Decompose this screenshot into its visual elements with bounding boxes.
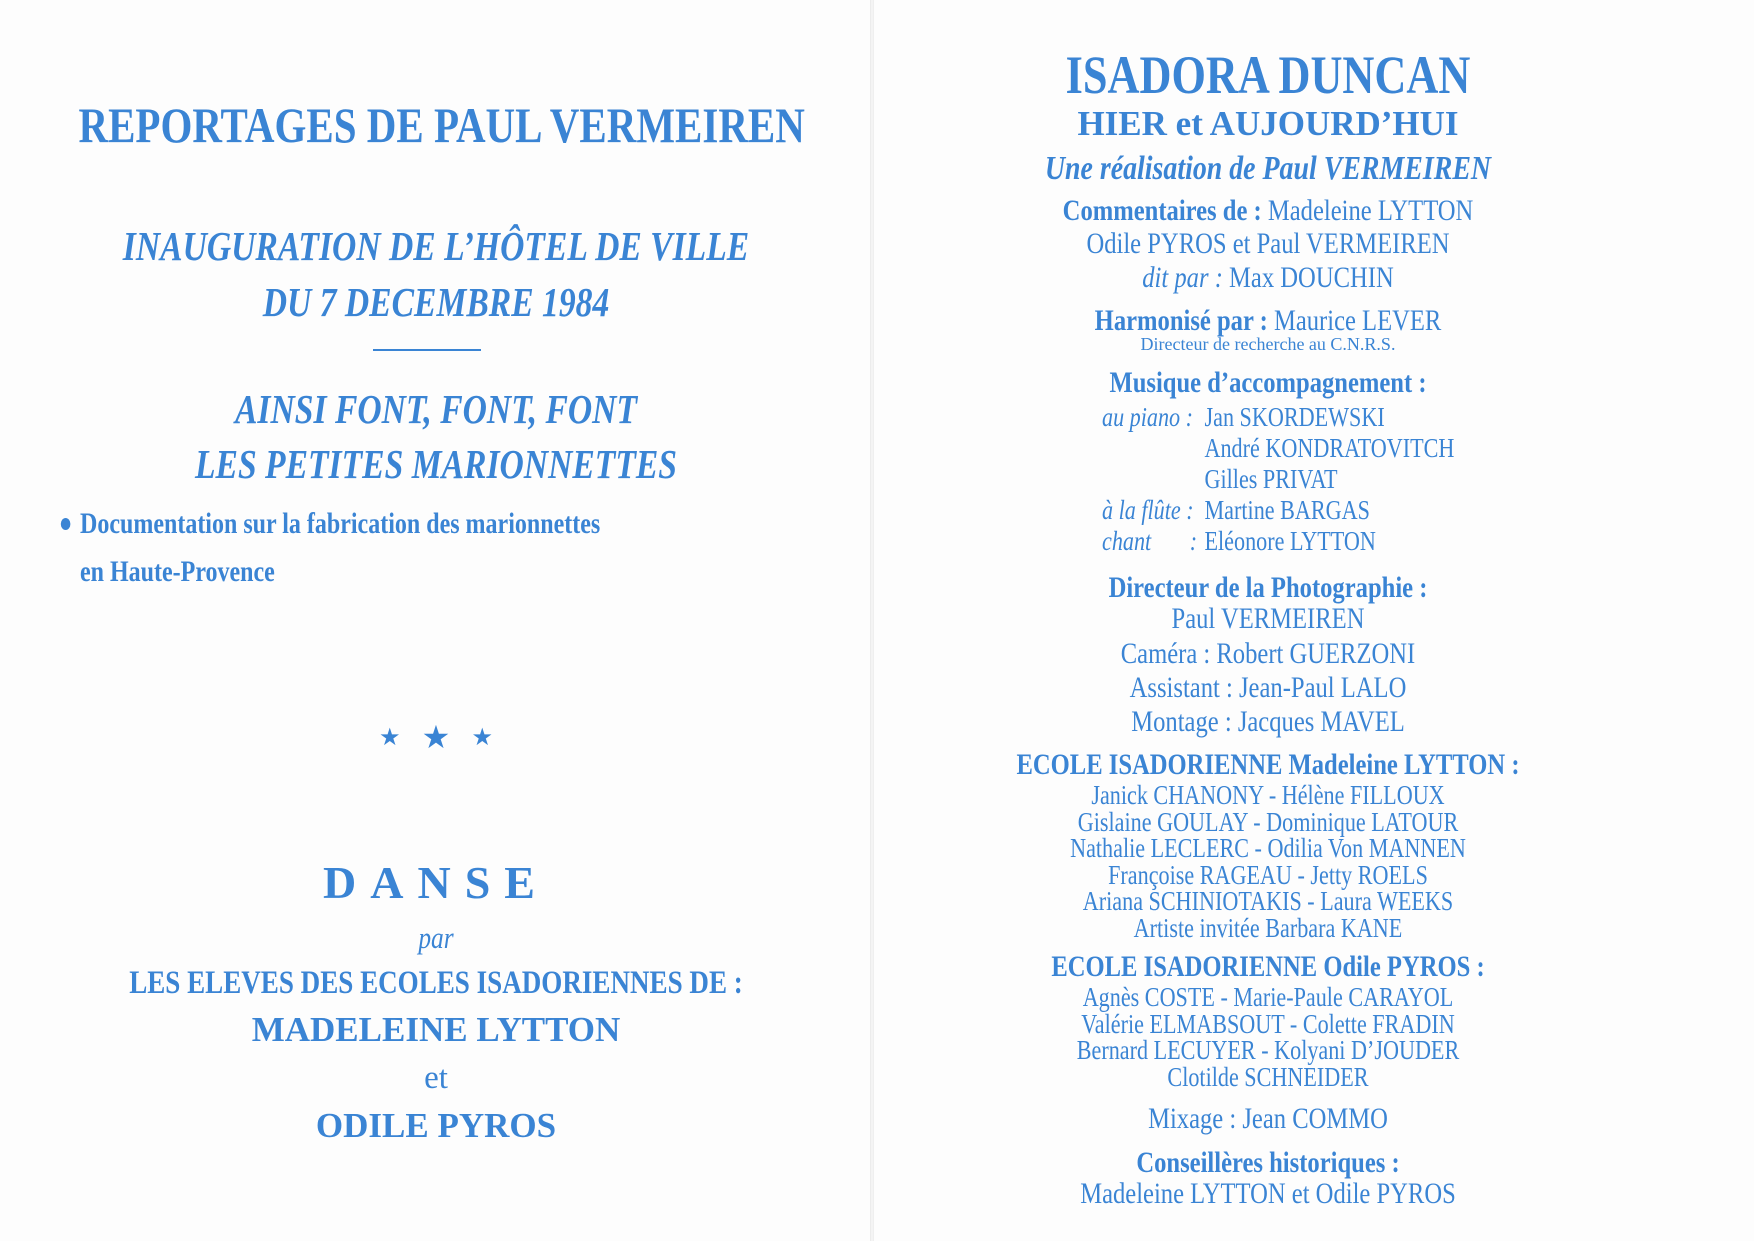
ecole1-label: ECOLE ISADORIENNE Madeleine LYTTON : bbox=[1016, 748, 1520, 781]
ecole1-name-row: Gislaine GOULAY - Dominique LATOUR bbox=[1077, 807, 1459, 837]
ecole2-name-row: Valérie ELMABSOUT - Colette FRADIN bbox=[1081, 1009, 1455, 1039]
ecole2-name-row: Clotilde SCHNEIDER bbox=[1167, 1062, 1369, 1092]
photo-name: Paul VERMEIREN bbox=[1171, 602, 1365, 635]
ecole2-name-row: Agnès COSTE - Marie-Paule CARAYOL bbox=[1082, 982, 1454, 1012]
harmonise-line bbox=[869, 304, 1666, 338]
ecole1-name-row: Ariana SCHINIOTAKIS - Laura WEEKS bbox=[1082, 886, 1454, 916]
isadora-title: ISADORA DUNCAN bbox=[1065, 45, 1471, 105]
commentaires-label: Commentaires de : bbox=[1062, 194, 1262, 227]
et-label: et bbox=[424, 1060, 448, 1096]
eleves-line: LES ELEVES DES ECOLES ISADORIENNES DE : bbox=[129, 965, 743, 1001]
ecole1-name-row: Nathalie LECLERC - Odilia Von MANNEN bbox=[1070, 833, 1466, 863]
school-odile-pyros: ODILE PYROS bbox=[315, 1106, 557, 1145]
harmonise-label: Harmonisé par : bbox=[1094, 304, 1268, 337]
conseilleres-label: Conseillères historiques : bbox=[1136, 1146, 1400, 1179]
marionnettes-title-line2: LES PETITES MARIONNETTES bbox=[194, 441, 677, 487]
marionnettes-title-line1: AINSI FONT, FONT, FONT bbox=[235, 386, 637, 432]
inauguration-title-line2: DU 7 DECEMBRE 1984 bbox=[262, 279, 610, 325]
dit-par-line bbox=[869, 261, 1666, 295]
musique-label: Musique d’accompagnement : bbox=[1109, 366, 1427, 399]
commentaires-line1 bbox=[869, 194, 1666, 228]
commentaires-line2: Odile PYROS et Paul VERMEIREN bbox=[1086, 227, 1450, 260]
piano-name: André KONDRATOVITCH bbox=[1204, 433, 1455, 463]
reportages-heading: REPORTAGES DE PAUL VERMEIREN bbox=[78, 97, 805, 153]
school-madeleine-lytton: MADELEINE LYTTON bbox=[251, 1010, 621, 1049]
flute-label: à la flûte : bbox=[1102, 495, 1194, 525]
stars-ornament bbox=[0, 718, 872, 756]
star-icon: ★ bbox=[471, 723, 493, 751]
documentation-line1: Documentation sur la fabrication des marionnettes bbox=[80, 507, 601, 540]
photo-label: Directeur de la Photographie : bbox=[1108, 571, 1428, 604]
piano-name: Gilles PRIVAT bbox=[1204, 464, 1338, 494]
piano-label: au piano : bbox=[1102, 402, 1194, 432]
documentation-line2: en Haute-Provence bbox=[80, 555, 275, 588]
commentaires-name: Madeleine LYTTON bbox=[1267, 194, 1474, 227]
conseilleres-names: Madeleine LYTTON et Odile PYROS bbox=[1080, 1177, 1456, 1210]
star-icon: ★ bbox=[379, 723, 401, 751]
star-icon: ★ bbox=[421, 718, 451, 756]
ecole2-label: ECOLE ISADORIENNE Odile PYROS : bbox=[1051, 950, 1485, 983]
dit-par-name: Max DOUCHIN bbox=[1229, 261, 1394, 294]
flute-name: Martine BARGAS bbox=[1204, 495, 1370, 525]
hier-aujourdhui-subtitle: HIER et AUJOURD’HUI bbox=[1077, 104, 1459, 143]
danse-title: DANSE bbox=[323, 857, 549, 908]
mixage-line: Mixage : Jean COMMO bbox=[1148, 1102, 1388, 1135]
chant-label: chant bbox=[1102, 526, 1152, 556]
musique-credits bbox=[1102, 402, 1454, 557]
chant-name: Eléonore LYTTON bbox=[1204, 526, 1376, 556]
ecole1-name-row: Artiste invitée Barbara KANE bbox=[1133, 913, 1403, 943]
montage-line: Montage : Jacques MAVEL bbox=[1131, 705, 1405, 738]
assistant-line: Assistant : Jean-Paul LALO bbox=[1129, 671, 1407, 704]
left-page bbox=[0, 0, 872, 1241]
par-label: par bbox=[418, 920, 454, 955]
right-page bbox=[872, 0, 1754, 1241]
camera-line: Caméra : Robert GUERZONI bbox=[1120, 637, 1416, 670]
documentation-note bbox=[80, 500, 600, 596]
divider-rule bbox=[373, 349, 481, 351]
bullet-icon bbox=[61, 518, 71, 530]
realisation-line: Une réalisation de Paul VERMEIREN bbox=[1044, 150, 1492, 187]
piano-name: Jan SKORDEWSKI bbox=[1204, 402, 1385, 432]
ecole2-name-row: Bernard LECUYER - Kolyani D’JOUDER bbox=[1076, 1035, 1460, 1065]
inauguration-title-line1: INAUGURATION DE L’HÔTEL DE VILLE bbox=[122, 223, 750, 269]
ecole1-name-row: Françoise RAGEAU - Jetty ROELS bbox=[1108, 860, 1428, 890]
dit-par-label: dit par : bbox=[1142, 261, 1223, 294]
ecole1-name-row: Janick CHANONY - Hélène FILLOUX bbox=[1091, 780, 1445, 810]
harmonise-note: Directeur de recherche au C.N.R.S. bbox=[1140, 334, 1396, 354]
chant-colon: : bbox=[1189, 526, 1198, 556]
harmonise-name: Maurice LEVER bbox=[1273, 304, 1442, 337]
